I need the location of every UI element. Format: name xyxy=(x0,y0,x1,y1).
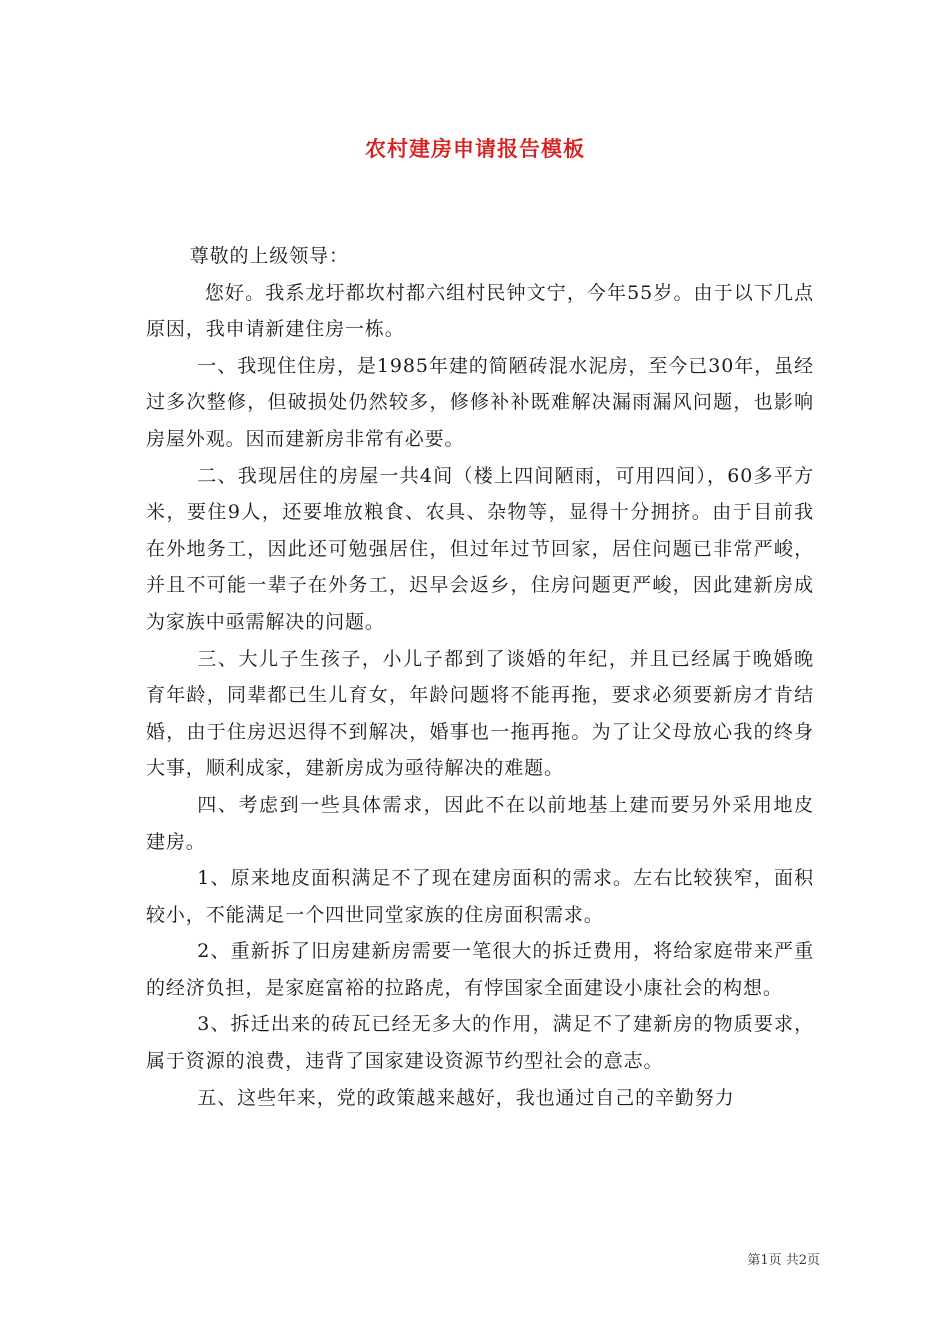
paragraph-subpoint-3: 3、拆迁出来的砖瓦已经无多大的作用，满足不了建新房的物质要求，属于资源的浪费，违背了国家建设资源节约型社会的意志。 xyxy=(146,1013,814,1073)
page-number: 第1页 共2页 xyxy=(747,1253,820,1268)
document-title: 农村建房申请报告模板 xyxy=(365,136,585,161)
paragraph-subpoint-2: 2、重新拆了旧房建新房需要一笔很大的拆迁费用，将给家庭带来严重的经济负担，是家庭富裕的拉路虎，有悖国家全面建设小康社会的构想。 xyxy=(146,940,814,999)
salutation: 尊敬的上级领导： xyxy=(189,245,349,267)
document-body xyxy=(146,238,814,1116)
paragraph-reason-5: 五、这些年来，党的政策越来越好，我也通过自己的辛勤努力 xyxy=(197,1086,735,1109)
paragraph-reason-3: 三、大儿子生孩子，小儿子都到了谈婚的年纪，并且已经属于晚婚晚育年龄，同辈都已生儿育女，年龄问题将不能再拖，要求必须要新房才肯结婚，由于住房迟迟得不到解决，婚事也一拖再拖。为了让父母放心我的终身大事，顺利成家，建新房成为亟待解决的难题。 xyxy=(146,647,814,780)
paragraph-reason-2: 二、我现居住的房屋一共4间（楼上四间陋雨，可用四间），60多平方米，要住9人，还要堆放粮食、农具、杂物等，显得十分拥挤。由于目前我在外地务工，因此还可勉强居住，但过年过节回家，居住问题已非常严峻，并且不可能一辈子在外务工，迟早会返乡，住房问题更严峻，因此建新房成为家族中亟需解决的问题。 xyxy=(146,464,814,633)
paragraph-reason-1: 一、我现住住房，是1985年建的简陋砖混水泥房，至今已30年，虽经过多次整修，但破损处仍然较多，修修补补既难解决漏雨漏风问题，也影响房屋外观。因而建新房非常有必要。 xyxy=(146,354,814,450)
paragraph-greeting: 您好。我系龙圩都坎村都六组村民钟文宁，今年55岁。由于以下几点原因，我申请新建住房一栋。 xyxy=(146,281,814,341)
paragraph-subpoint-1: 1、原来地皮面积满足不了现在建房面积的需求。左右比较狭窄，面积较小，不能满足一个四世同堂家族的住房面积需求。 xyxy=(146,867,814,926)
paragraph-reason-4: 四、考虑到一些具体需求，因此不在以前地基上建而要另外采用地皮建房。 xyxy=(146,793,814,853)
